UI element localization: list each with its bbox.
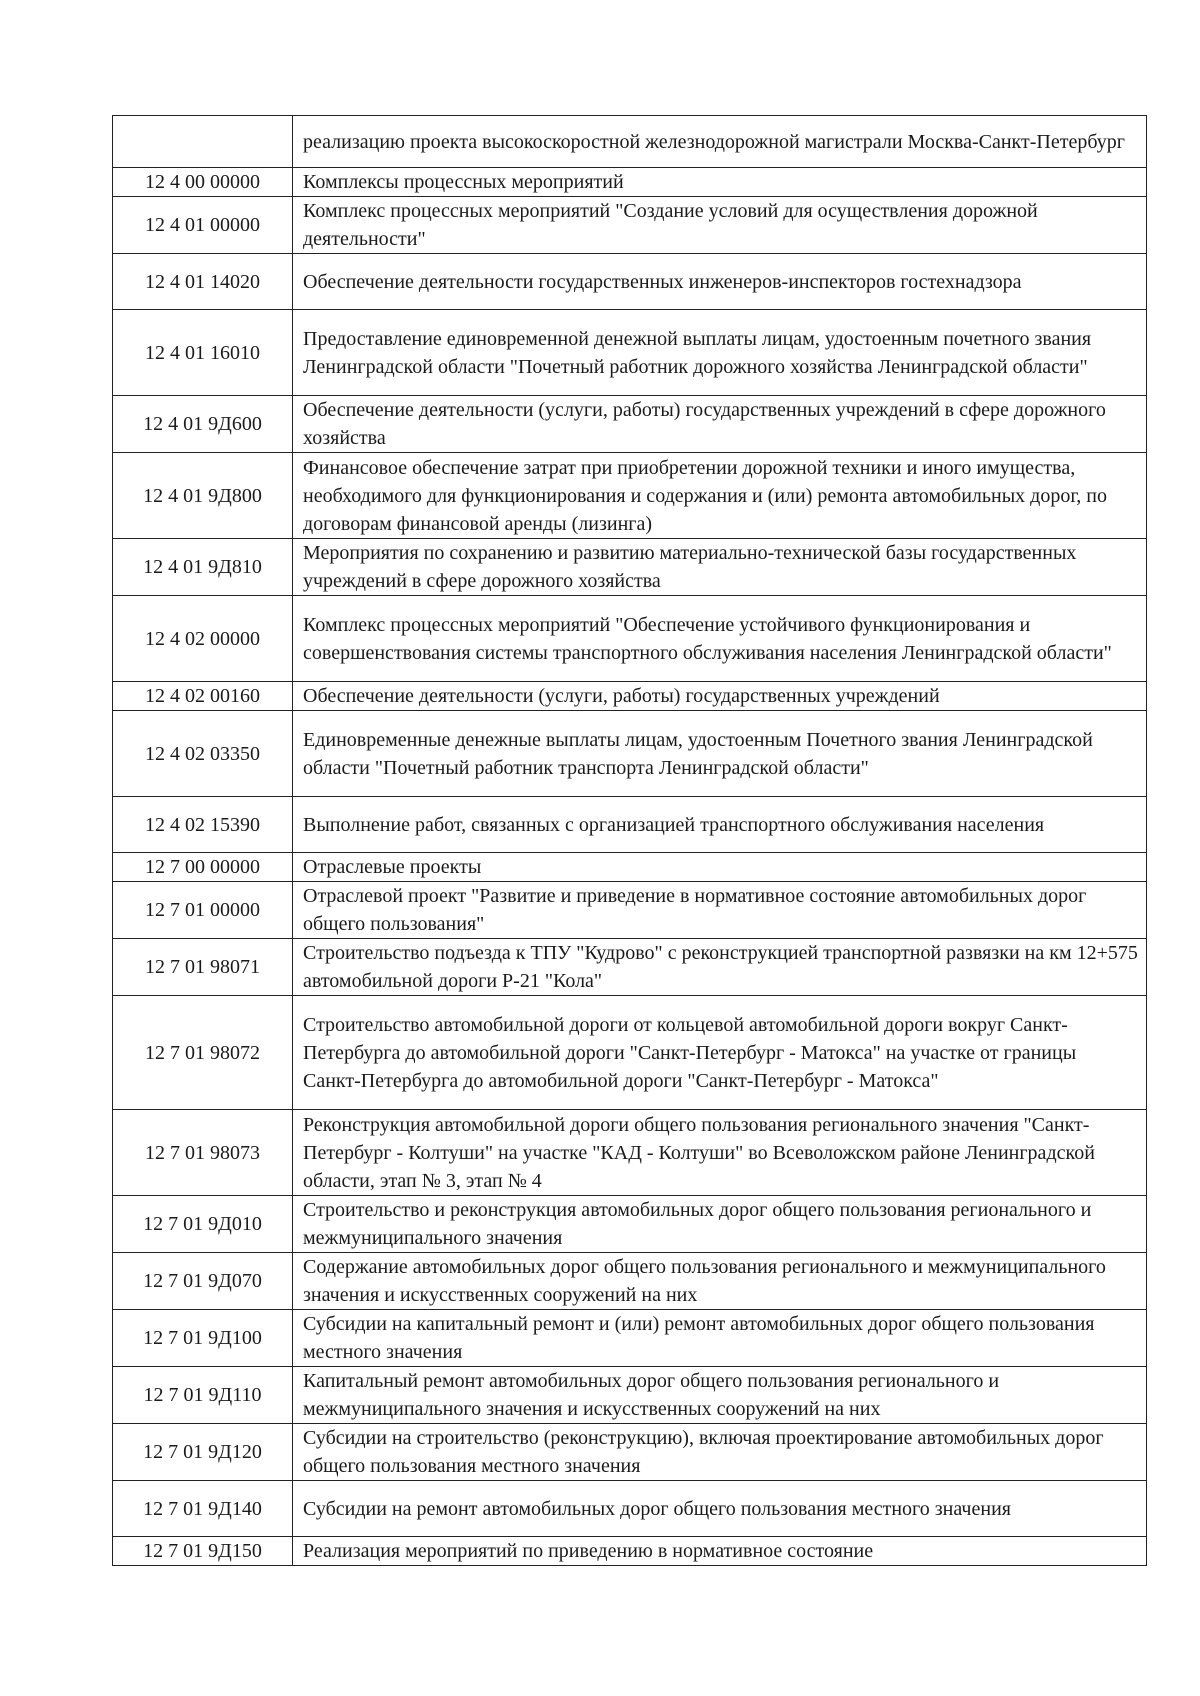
table-row	[113, 853, 1147, 882]
row-code: 12 7 01 98073	[113, 1110, 293, 1196]
row-name: Реализация мероприятий по приведению в нормативное состояние	[293, 1537, 1147, 1566]
row-name: Мероприятия по сохранению и развитию материально-технической базы государственных учреждений в сфере дорожного хозяйства	[293, 539, 1147, 596]
table-row	[113, 168, 1147, 197]
row-name: Комплекс процессных мероприятий "Обеспечение устойчивого функционирования и совершенствования системы транспортного обслуживания населения Ленинградской области"	[293, 596, 1147, 682]
row-name: Отраслевой проект "Развитие и приведение в нормативное состояние автомобильных дорог общего пользования"	[293, 882, 1147, 939]
row-code: 12 4 02 15390	[113, 797, 293, 853]
row-code: 12 4 01 9Д810	[113, 539, 293, 596]
row-name: Субсидии на ремонт автомобильных дорог общего пользования местного значения	[293, 1481, 1147, 1537]
row-name: Единовременные денежные выплаты лицам, удостоенным Почетного звания Ленинградской области "Почетный работник транспорта Ленинградской области"	[293, 711, 1147, 797]
row-code: 12 4 01 9Д600	[113, 396, 293, 453]
row-code: 12 4 02 00000	[113, 596, 293, 682]
table-row	[113, 116, 1147, 168]
row-code: 12 7 00 00000	[113, 853, 293, 882]
row-name: Комплексы процессных мероприятий	[293, 168, 1147, 197]
table-row	[113, 1110, 1147, 1196]
row-code: 12 7 01 9Д070	[113, 1253, 293, 1310]
table-row	[113, 797, 1147, 853]
row-name: Комплекс процессных мероприятий "Создание условий для осуществления дорожной деятельности"	[293, 197, 1147, 254]
table-row	[113, 711, 1147, 797]
row-name: Обеспечение деятельности (услуги, работы) государственных учреждений	[293, 682, 1147, 711]
table-row	[113, 939, 1147, 996]
row-name: Субсидии на капитальный ремонт и (или) ремонт автомобильных дорог общего пользования местного значения	[293, 1310, 1147, 1367]
row-name: Строительство подъезда к ТПУ "Кудрово" с реконструкцией транспортной развязки на км 12+575 автомобильной дороги Р-21 "Кола"	[293, 939, 1147, 996]
row-code: 12 7 01 9Д110	[113, 1367, 293, 1424]
table-row	[113, 453, 1147, 539]
row-code: 12 7 01 9Д150	[113, 1537, 293, 1566]
row-code: 12 7 01 9Д140	[113, 1481, 293, 1537]
table-row	[113, 1424, 1147, 1481]
row-code: 12 7 01 9Д120	[113, 1424, 293, 1481]
row-name: Предоставление единовременной денежной выплаты лицам, удостоенным почетного звания Ленинградской области "Почетный работник дорожного хозяйства Ленинградской области"	[293, 310, 1147, 396]
row-name: Содержание автомобильных дорог общего пользования регионального и межмуниципального значения и искусственных сооружений на них	[293, 1253, 1147, 1310]
table-row	[113, 1537, 1147, 1566]
table-row	[113, 1253, 1147, 1310]
row-code: 12 7 01 00000	[113, 882, 293, 939]
table-row	[113, 882, 1147, 939]
row-code: 12 4 01 14020	[113, 254, 293, 310]
row-name: Отраслевые проекты	[293, 853, 1147, 882]
row-code: 12 4 02 03350	[113, 711, 293, 797]
row-code	[113, 116, 293, 168]
row-code: 12 7 01 9Д100	[113, 1310, 293, 1367]
table-row	[113, 396, 1147, 453]
row-name: Выполнение работ, связанных с организацией транспортного обслуживания населения	[293, 797, 1147, 853]
table-row	[113, 1196, 1147, 1253]
table-row	[113, 310, 1147, 396]
table-row	[113, 1367, 1147, 1424]
budget-codes-table	[112, 115, 1147, 1566]
row-code: 12 4 02 00160	[113, 682, 293, 711]
row-code: 12 7 01 98071	[113, 939, 293, 996]
row-name: Обеспечение деятельности (услуги, работы) государственных учреждений в сфере дорожного хозяйства	[293, 396, 1147, 453]
row-code: 12 4 01 16010	[113, 310, 293, 396]
row-name: реализацию проекта высокоскоростной железнодорожной магистрали Москва-Санкт-Петербург	[293, 116, 1147, 168]
table-row	[113, 1481, 1147, 1537]
row-code: 12 4 01 9Д800	[113, 453, 293, 539]
row-code: 12 7 01 98072	[113, 996, 293, 1110]
row-name: Субсидии на строительство (реконструкцию), включая проектирование автомобильных дорог общего пользования местного значения	[293, 1424, 1147, 1481]
row-name: Строительство автомобильной дороги от кольцевой автомобильной дороги вокруг Санкт-Петербурга до автомобильной дороги "Санкт-Петербург - Матокса" на участке от границы Санкт-Петербурга до автомобильной дороги "Санкт-Петербург - Матокса"	[293, 996, 1147, 1110]
row-name: Финансовое обеспечение затрат при приобретении дорожной техники и иного имущества, необходимого для функционирования и содержания и (или) ремонта автомобильных дорог, по договорам финансовой аренды (лизинга)	[293, 453, 1147, 539]
table-row	[113, 197, 1147, 254]
table-row	[113, 996, 1147, 1110]
table-row	[113, 1310, 1147, 1367]
row-code: 12 7 01 9Д010	[113, 1196, 293, 1253]
row-code: 12 4 01 00000	[113, 197, 293, 254]
table-row	[113, 254, 1147, 310]
table-row	[113, 539, 1147, 596]
row-name: Реконструкция автомобильной дороги общего пользования регионального значения "Санкт-Петербург - Колтуши" на участке "КАД - Колтуши" во Всеволожском районе Ленинградской области, этап № 3, этап № 4	[293, 1110, 1147, 1196]
row-name: Обеспечение деятельности государственных инженеров-инспекторов гостехнадзора	[293, 254, 1147, 310]
table-row	[113, 596, 1147, 682]
row-name: Строительство и реконструкция автомобильных дорог общего пользования регионального и межмуниципального значения	[293, 1196, 1147, 1253]
row-name: Капитальный ремонт автомобильных дорог общего пользования регионального и межмуниципального значения и искусственных сооружений на них	[293, 1367, 1147, 1424]
table-row	[113, 682, 1147, 711]
row-code: 12 4 00 00000	[113, 168, 293, 197]
